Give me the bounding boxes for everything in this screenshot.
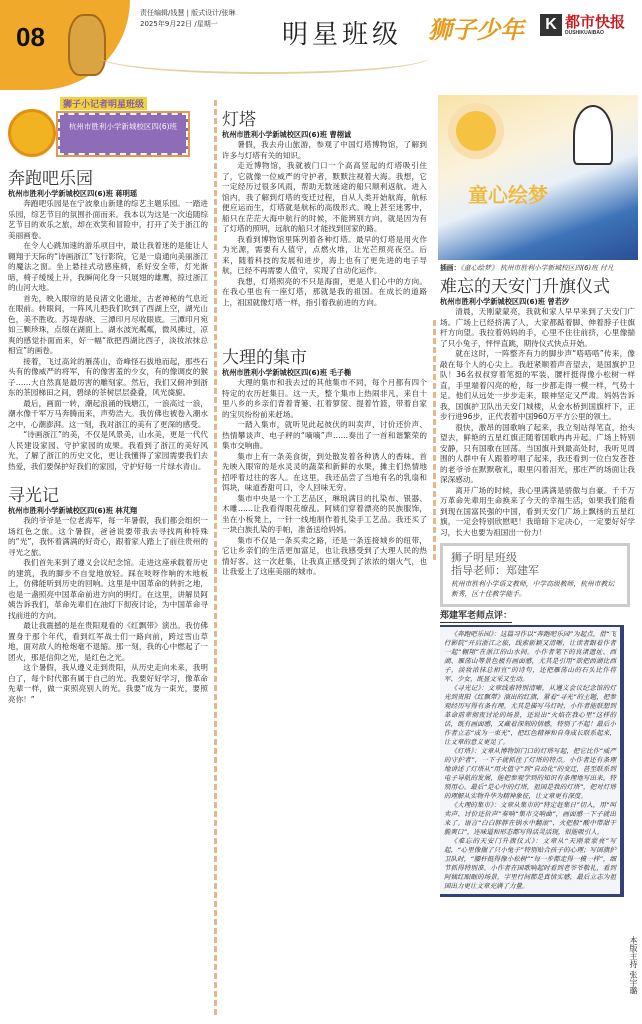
girl-illustration: [573, 105, 613, 165]
article-paragraph: 在令人心跳加速的游乐项目中，最让我着迷的是能让人翱翔于天际的“诗画浙江”飞行影院，它是一扇通向美丽浙江的魔法之窗。坐上悬挂式动感座椅，系好安全带，灯光渐暗，椅子缓缓上升，我瞬间化身一只展翅的雄鹰，掠过浙江的山河大地。: [8, 241, 208, 292]
comment-item: 《奔跑吧乐园》：这篇习作以“奔跑吧乐园”为起点，借“飞行影院”开启浙江之旅，线索新颖又清晰，让读者跟着作者一起“翱翔”在浙江的山水间。小作者笔下的良渚遗址、西湖、雁荡山等景色极有画面感，尤其是引用“欲把西湖比西子，淡妆浓抹总相宜”的诗句，还把雁荡山的石头比作将军、少女，既显文采又生动。: [444, 630, 616, 683]
comment-item: 《难忘的天安门升旗仪式》：文章从“天刚蒙蒙亮”写起，“心里像揣了只小兔子”特别贴合孩子的心理；写国旗护卫队时，“腰杆挺得像小松树”“每一步都走得一模一样”，细节抓得特别准。小作者在国歌响起时看到老爷爷敬礼，看到阿姨红眼眶的场景，字里行间都是真情实感，最后立志为祖国出力更让文章充满了力量。: [444, 837, 616, 890]
column-divider: [214, 100, 217, 1015]
article-title: 灯塔: [222, 110, 256, 130]
article-paragraph: 集市不仅是一条买卖之路，还是一条连接城乡的纽带，它让乡亲们的生活更加富足，也让我感受到了大理人民的热情好客。这一次赶集，让我真正感受到了浓浓的烟火气，也让我爱上了这座美丽的城市。: [222, 535, 427, 576]
article-author: 杭州市胜利小学新城校区四(6)班 蒋明瑶: [8, 189, 138, 198]
article-paragraph: 最后，画面一转，潮起浪涌的钱塘江，一浪高过一浪，潮水像千军万马奔腾而来，声势浩大。我仿佛也被卷入潮水之中，心潮澎湃。这一刻，我对浙江的美有了更深的感受。: [8, 398, 208, 429]
illustration-image: [438, 95, 638, 260]
brand-title: 狮子少年: [428, 15, 524, 44]
article-title: 奔跑吧乐园: [8, 169, 93, 189]
comment-item: 《大理的集市》：文章从集市的“特定赶集日”切入，用“叫卖声、讨价还价声”奏响“集市交响曲”，画面感一下子就出来了。语言“白白胖胖在锅水中翻滚”、火把般“酸中带甜干脆爽口”，连味道和形态都写得活灵活现，很能吸引人。: [444, 801, 616, 836]
article-author: 杭州市胜利小学新城校区四(6)班 毛子椭: [222, 368, 352, 377]
illustration-caption: [440, 264, 635, 273]
edition-meta: [140, 8, 236, 30]
article-paragraph: “诗画浙江”的美，不仅是风景美，山水美，更是一代代人民建设家园、守护家园的成果。我看到了浙江的美好风光，了解了浙江的历史文化，更让我懂得了家园需要我们去热爱，我们要保护好我们的家园，守护好每一片绿水青山。: [8, 430, 208, 471]
page-host: 本版主持 张宇璐: [629, 936, 638, 995]
column-divider: [433, 320, 436, 560]
article-paragraph: 走近博物馆，我就被门口一个高高竖起的灯塔吸引住了，它就像一位威严的守护者，默默注视着大海。我想，它一定经历过很多风雨，帮助无数迷途的船只顺利返航。进入馆内，我了解到灯塔的变迁过程，自从人类开始航海，航标便应运而生，灯塔就是航标的高级形式。晚上甚至迷雾中，船只在茫茫大海中航行的时候，不能辨别方向，就是因为有了灯塔的照明，远航的船只才能找到回家的路。: [222, 161, 427, 233]
article-paragraph: 我的爷爷是一位老海军，每一年暑假，我们都会组织一场红色之旅。这个暑假，爸爸说要带我去寻找两种特殊的“光”，我怀着满满的好奇心，跟着家人踏上了前往贵州的寻光之旅。: [8, 516, 208, 557]
article-paragraph: 接着，飞过高耸的雁荡山，奇峰怪石拔地而起，那些石头有的像威严的将军，有的像害羞的少女，有的像调皮的猴子……大自然真是最厉害的雕刻家。然后，我们又俯冲到浙东的茶园梯田之间，碧绿的茶树层层叠叠，风光旖旎。: [8, 356, 208, 397]
article-author: 杭州市胜利小学新城校区四(6)班 林芃翔: [8, 506, 138, 515]
article-author: 杭州市胜利小学新城校区四(6)班 曹栩诚: [222, 130, 352, 139]
logo-cn: 都市快报: [565, 12, 626, 31]
caption-credit: 杭州市胜利小学新城校区四(6)班 付凡: [499, 264, 614, 272]
article-xunguangji: [8, 486, 208, 705]
article-paragraph: 奔跑吧乐园是在宁波象山新建的综艺主题乐园。一踏进乐园，综艺节目的氛围扑面而来。我本以为这是一次追随综艺节目的欢乐之旅，却在欢笑和冒险中，打开了关于浙江的美丽画卷。: [8, 199, 208, 240]
illustration-art-text: 童心绘梦: [468, 183, 548, 207]
class-badge: [8, 95, 208, 161]
article-paragraph: 我想，灯塔照亮的不只是海面，更是人们心中的方向。在我心里也有一座灯塔，那就是我的祖国。在成长的道路上，祖国就像灯塔一样，指引着我前进的方向。: [222, 276, 427, 307]
lion-coin-icon: [8, 109, 56, 157]
badge-school: 杭州市胜利小学新城校区四(6)班: [58, 113, 188, 155]
issue-date: 2025年9月22日 /星期一: [140, 20, 218, 28]
article-title: 大理的集市: [222, 348, 307, 368]
logo-k-icon: K: [540, 14, 562, 36]
right-column: [440, 264, 635, 897]
sun-illustration: [456, 111, 496, 151]
left-column: [8, 95, 208, 705]
article-paragraph: 就在这时，一阵整齐有力的脚步声“嗒嗒嗒”传来，像敲在每个人的心尖上。我赶紧顺着声音望去，是国旗护卫队！36名叔叔穿着笔挺的军装，腰杆挺得像小松树一样直，手里端着闪亮的枪，每一步都走得一模一样，气势十足。他们从远处一步步走来，眼神坚定又严肃。妈妈告诉我，国旗护卫队出天安门城楼，从金水桥到国旗杆下，正步行进96步，正代表着中国960万平方公里的领土。: [440, 349, 635, 421]
article-paragraph: 我看到博物馆里陈列着各种灯塔。最早的灯塔是用火作为光源，需要有人值守，点燃火堆，让光芒照亮夜空。后来，随着科技的发展和进步，海上也有了更先进的电子导航，已经不再需要人值守，实现了自动化运作。: [222, 234, 427, 275]
teacher-box: [440, 543, 630, 607]
article-paragraph: 集市中央是一个工艺品区，琳琅满目的扎染布、银器、木雕……让我看得眼花缭乱。阿姨们穿着漂亮的民族服饰，坐在小板凳上，一针一线地制作着扎染手工艺品。我还买了一块白族扎染的手帕，准备送给妈妈。: [222, 493, 427, 534]
teacher-box-title: 狮子明星班级: [451, 551, 517, 564]
article-paragraph: 我们首先来到了遵义会议纪念馆。走进这座承载着历史的建筑，我的脚步不自觉地放轻。踩在吱呀作响的木地板上，仿佛能听到历史的回响。这里是中国革命的转折之地，也是一盏照亮中国革命前进方向的明灯。在这里，讲解员阿姨告诉我们，革命先辈们在油灯下彻夜讨论，为中国革命寻找前进的方向。: [8, 558, 208, 620]
editor-credit: 责任编辑/钱慧 | 版式设计/张琳: [140, 9, 236, 17]
comment-item: 《寻光记》：文章线索特别清晰，从遵义会议纪念馆的灯光到贵阳《红飘带》演出的红旗，紧着“寻光”的主题，把参观经历写得有条有理。尤其是描写马灯时，小作者能联想到革命前辈彻夜讨论的场景，还说出“火焰在我心里”这样的话，既有画面感，又藏着深刻的情感，特别了不起！最后小作者立志“成为一束光”，把红色精神和自身成长联系起来，让文章的意义更足了。: [444, 684, 616, 746]
article-flag-ceremony: [440, 277, 635, 538]
caption-title: 《童心绘梦》: [460, 264, 498, 272]
article-paragraph: 最让我震撼的是在贵阳观看的《红飘带》演出。我仿佛置身于那个年代，看到红军战士们一路向前，跨过雪山草地，面对敌人的枪炮毫不退缩。那一刻，我的心中燃起了一团火，那是信仰之光，是红色之光。: [8, 621, 208, 662]
section-title: 明星班级: [282, 20, 403, 50]
caption-label: 插画：: [440, 264, 461, 272]
article-title: 难忘的天安门升旗仪式: [440, 277, 610, 297]
article-title: 寻光记: [8, 486, 59, 506]
badge-title: 狮子小记者明星班级: [60, 97, 147, 110]
article-paragraph: 离开广场的时候，我心里满满是骄傲与自豪。千千万万革命先辈用生命换来了今天的幸福生活，如果我们能看到现在国富民强的中国，看到天安门广场上飘扬的五星红旗，一定会特别欣慰吧！我暗暗下定决心，一定要好好学习，长大也要为祖国出一份力！: [440, 485, 635, 537]
article-benpaoba: [8, 169, 208, 472]
logo-en: DUSHIKUAIBAO: [565, 29, 604, 36]
comment-item: 《灯塔》：文章从博物馆门口的灯塔写起，把它比作“威严的守护者”，一下子就抓住了灯塔的特点。小作者还有条理地讲述了灯塔从“用火值守”到“自动化”的变迁，甚至联系到电子导航的发展，能把参观学到的知识有条理地写出来，特别用心。最后“是心中的灯塔，祖国是我的灯塔”，把对灯塔的理解从实物升华为精神象征，让文章更有深度。: [444, 747, 616, 800]
article-paragraph: 这个暑假，我从遵义走到贵阳，从历史走向未来，我明白了，每个时代都有属于自己的光。我要好好学习，像革命先辈一样，做一束照亮别人的光。我要“成为一束光，要照亮你！”: [8, 663, 208, 704]
article-paragraph: 首先，映入眼帘的是良渚文化遗址，古老神秘的气息近在眼前。转眼间，一阵风儿把我们吹到了西湖上空，湖光山色，美不胜收。苏堤春晓、三潭印月尽收眼底。三潭印月宛如三颗珍珠，点缀在湖面上。湖水波光粼粼，微风拂过，凉爽的感觉扑面而来，好一幅“欲把西湖比西子，淡妆浓抹总相宜”的画卷。: [8, 293, 208, 355]
article-paragraph: 一踏入集市，就听见此起彼伏的叫卖声、讨价还价声、热情攀谈声、电子秤的“嘀嘀”声……奏出了一首和谐繁荣的集市交响曲。: [222, 420, 427, 450]
teacher-description: 杭州市胜利小学语文教师，中学高级教师，杭州市教坛新秀，区十佳教学能手。: [451, 580, 615, 598]
article-paragraph: 清晨，天刚蒙蒙亮，我就和家人早早来到了天安门广场。广场上已经挤满了人，大家都踮着脚、伸着脖子往旗杆方向望。我拉着妈妈的手，心里不住往前挤，心里像揣了只小兔子，怦怦直跳，期待仪式快点开始。: [440, 307, 635, 348]
teacher-name: 指导老师：郑建军: [451, 564, 539, 577]
article-paragraph: 大理的集市和我去过的其他集市不同，每个月都有四个特定的农历赶集日。这一天，整个集市上热闹非凡，来自十里八乡的乡亲们背着背篓、扛着箩筐、提着竹篮，带着自家的宝贝纷纷前来赶场。: [222, 378, 427, 419]
newspaper-logo: [540, 14, 625, 36]
page-number: 08: [16, 22, 45, 52]
article-author: 杭州市胜利小学新城校区四(6)班 曾若汐: [440, 297, 570, 306]
article-paragraph: 很快，激昂的国歌响了起来，我立刻站得笔直，抬头望去，鲜艳的五星红旗正随着国歌冉冉升起。广场上特别安静，只有国歌在回荡。当国旗升到最高处时，我听见周围的人群中有人跟着哼唱了起来，我还看到一位白发苍苍的老爷爷在默默敬礼，眼里闪着泪光，那庄严的场面让我深深感动。: [440, 422, 635, 484]
article-dengta: [222, 110, 427, 308]
article-dali-market: [222, 348, 427, 578]
comments-box: [440, 625, 624, 897]
page-header: [0, 0, 642, 90]
article-paragraph: 集市上有一条美食街，到处散发着各种诱人的香味。首先映入眼帘的是水灵灵的蔬菜和新鲜的水果，摊主们热情地招呼着过往的客人。在这里，我还品尝了当地有名的乳扇和饵块，味道香甜可口，令人回味无穷。: [222, 451, 427, 492]
middle-column: [222, 110, 427, 578]
comments-heading: 郑建军老师点评：: [440, 611, 513, 621]
article-paragraph: 暑假，我去舟山旅游，参观了中国灯塔博物馆，了解到许多与灯塔有关的知识。: [222, 140, 427, 160]
